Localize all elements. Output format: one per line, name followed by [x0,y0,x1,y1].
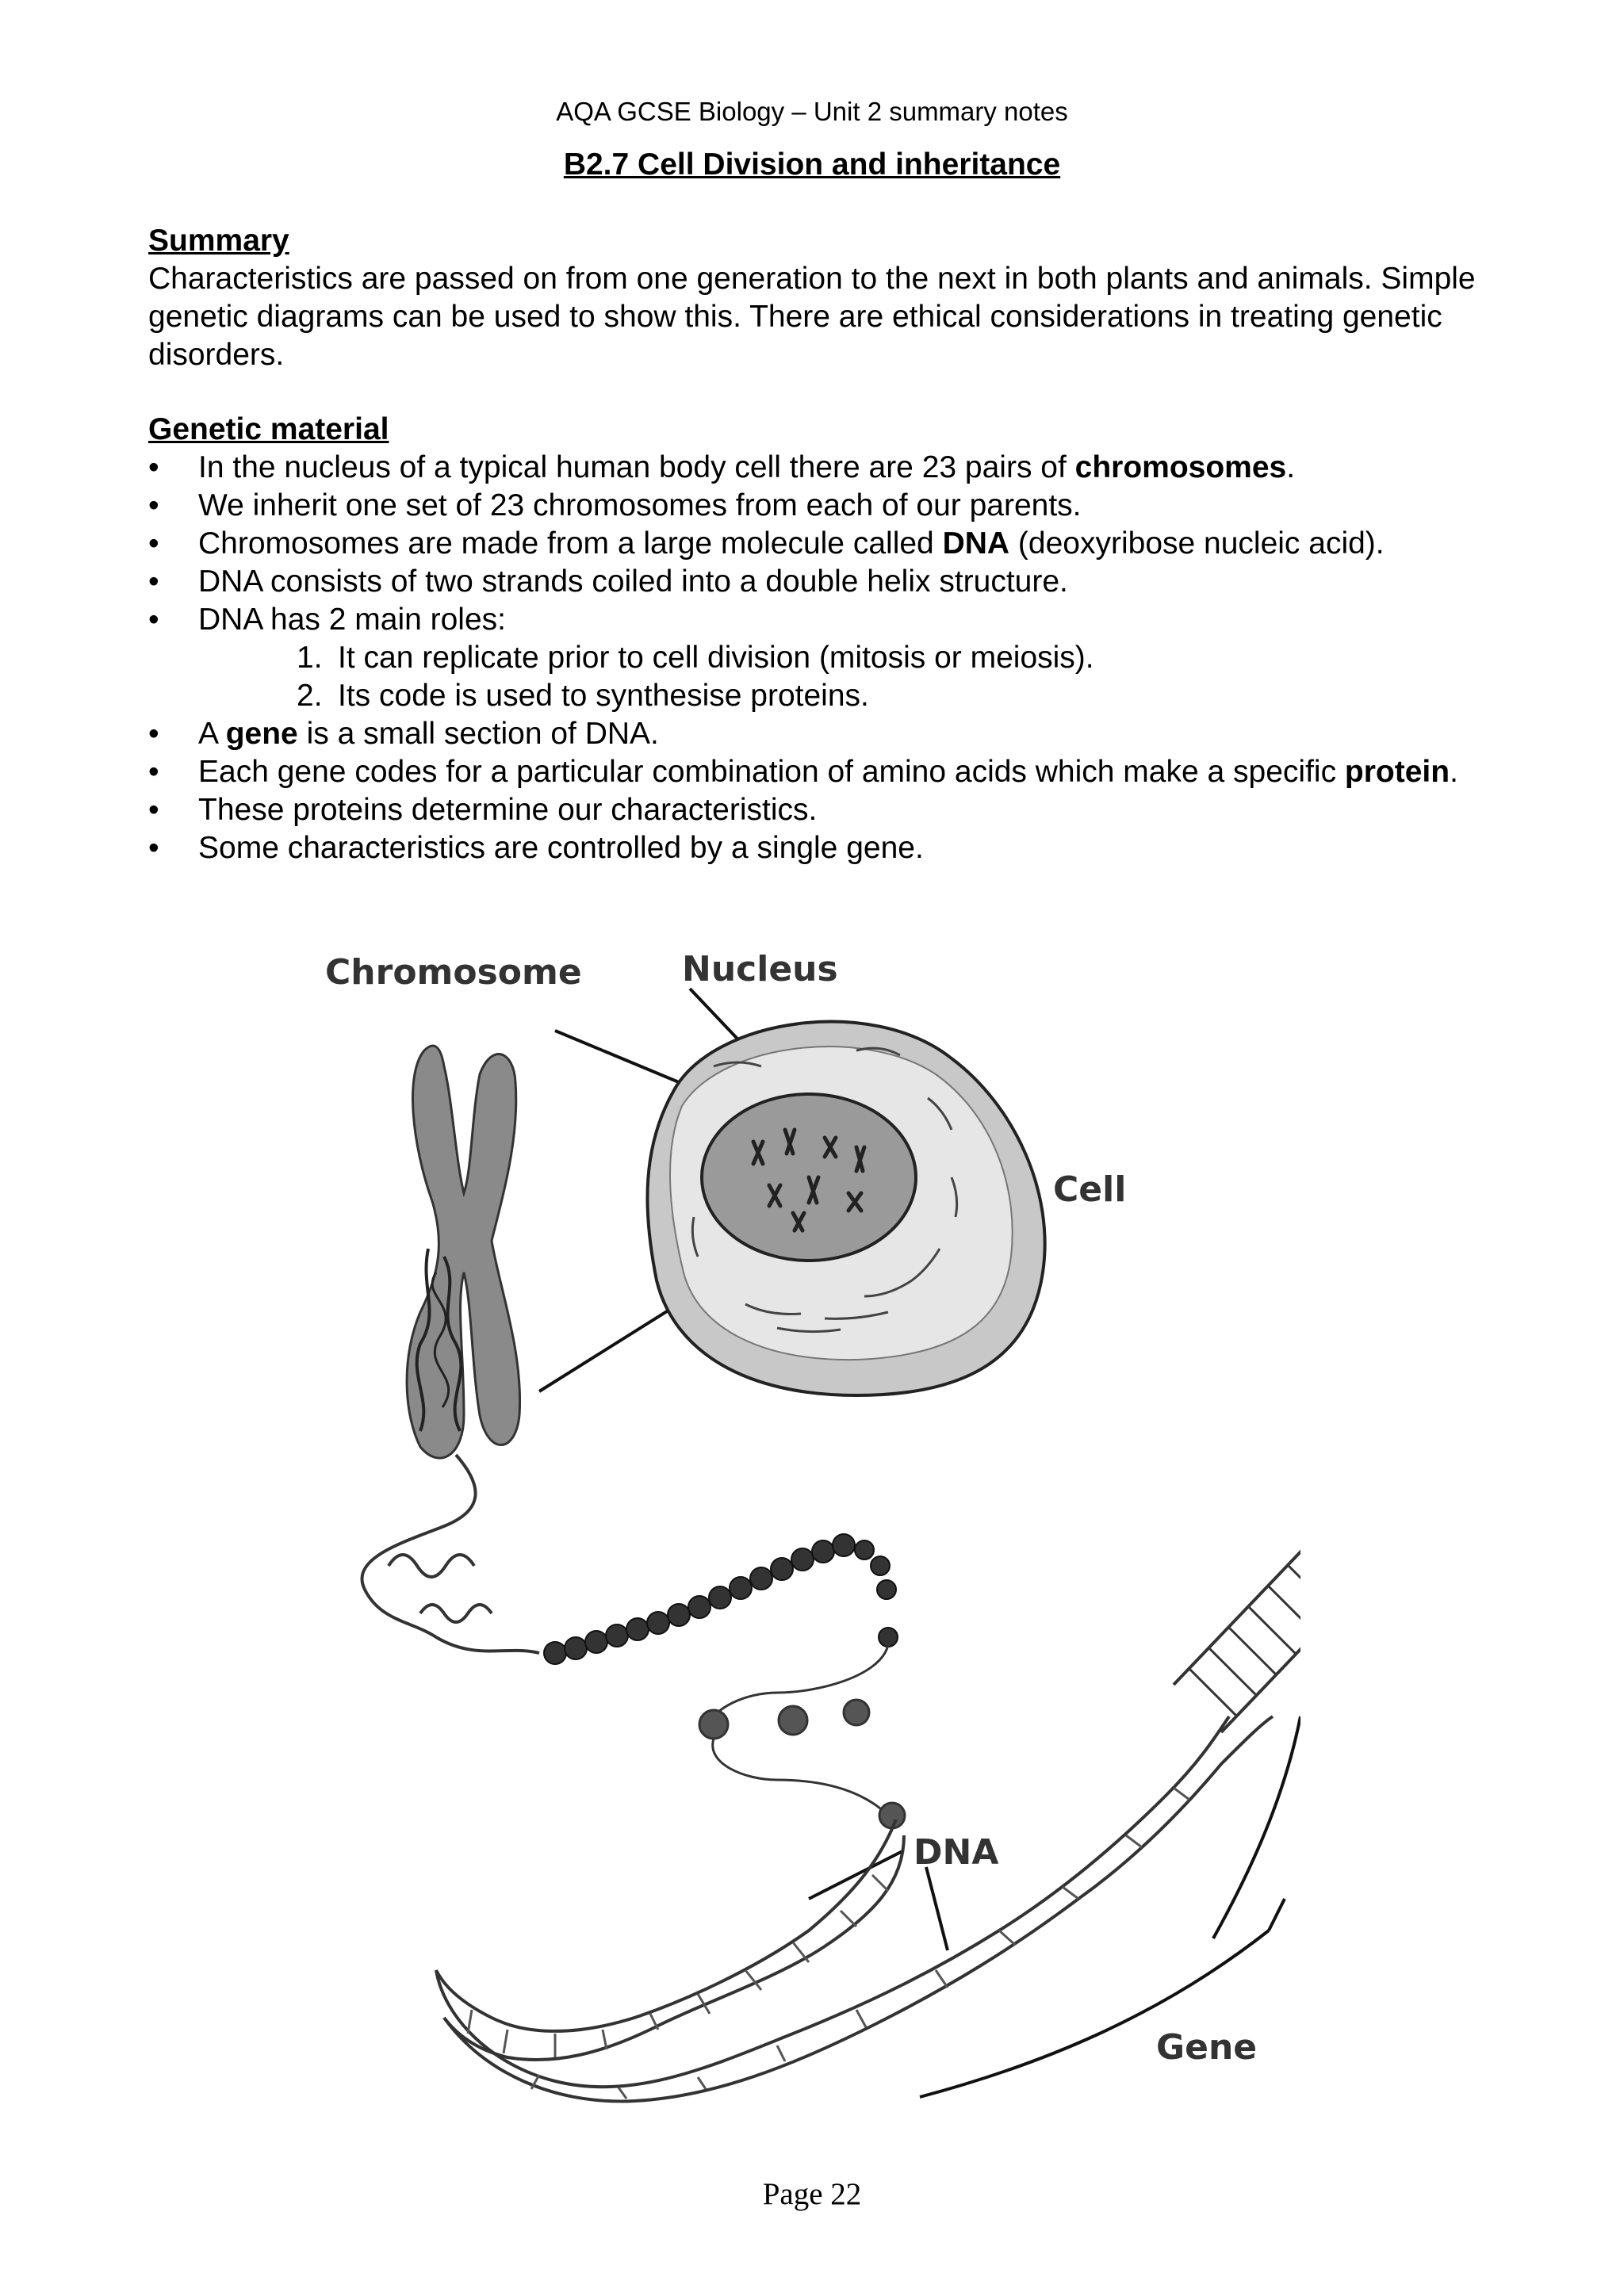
page-title-text: B2.7 Cell Division and inheritance [563,147,1061,182]
list-item: • These proteins determine our characteristics. [148,791,1496,829]
list-item: • Some characteristics are controlled by a single gene. [148,829,1496,867]
bold-term: chromosomes [1074,450,1287,484]
role-item: 1. It can replicate prior to cell division (mitosis or meiosis). [297,641,1094,675]
cell-chromosome-dna-diagram [301,939,1300,2129]
list-item: • Chromosomes are made from a large molecule called DNA (deoxyribose nucleic acid). [148,525,1496,563]
summary-text: Characteristics are passed on from one generation to the next in both plants and animals. Simple genetic diagrams can be used to show this. There are ethical considerations in treating genetic disorders. [148,262,1476,372]
list-item: • Each gene codes for a particular combination of amino acids which make a specific protein. [148,753,1496,791]
nucleus-label: Nucleus [682,949,838,989]
list-item: • A gene is a small section of DNA. [148,715,1496,753]
list-item: • In the nucleus of a typical human body cell there are 23 pairs of chromosomes. [148,449,1496,487]
dna-roles-list [198,639,1496,715]
dna-label: DNA [914,1832,999,1873]
cell-drawing [647,1022,1044,1395]
chromosome-label: Chromosome [325,952,582,993]
gene-bracket [1213,1716,1300,1938]
summary-heading: Summary [148,224,289,258]
gene-label: Gene [1156,2027,1258,2068]
genetic-material-section [148,411,1496,867]
dna-helix [436,1716,1273,2101]
chromosome-drawing [407,1046,519,1458]
list-item: • DNA consists of two strands coiled into a double helix structure. [148,563,1496,601]
chromatin-coil [362,1455,539,1653]
linker-dna [699,1645,905,1828]
list-item: • We inherit one set of 23 chromosomes from each of our parents. [148,487,1496,525]
document-header: AQA GCSE Biology – Unit 2 summary notes [556,97,1068,126]
bold-term: DNA [942,526,1010,561]
dna-ladder [1174,1510,1300,1732]
page-number: Page 22 [762,2177,862,2211]
page-title [0,147,1624,182]
bold-term: gene [225,717,298,751]
genetic-material-heading: Genetic material [148,412,389,446]
role-item: 2. Its code is used to synthesise proteins. [297,679,869,713]
bold-term: protein [1344,755,1450,789]
nucleosome-fiber [544,1534,898,1664]
list-item: • DNA has 2 main roles: 1. It can replicate prior to cell division (mitosis or meiosis). 2. Its code is used to synthesise proteins. [148,601,1496,715]
genetic-material-list [148,449,1496,867]
summary-section [148,222,1496,374]
cell-label: Cell [1053,1169,1127,1210]
